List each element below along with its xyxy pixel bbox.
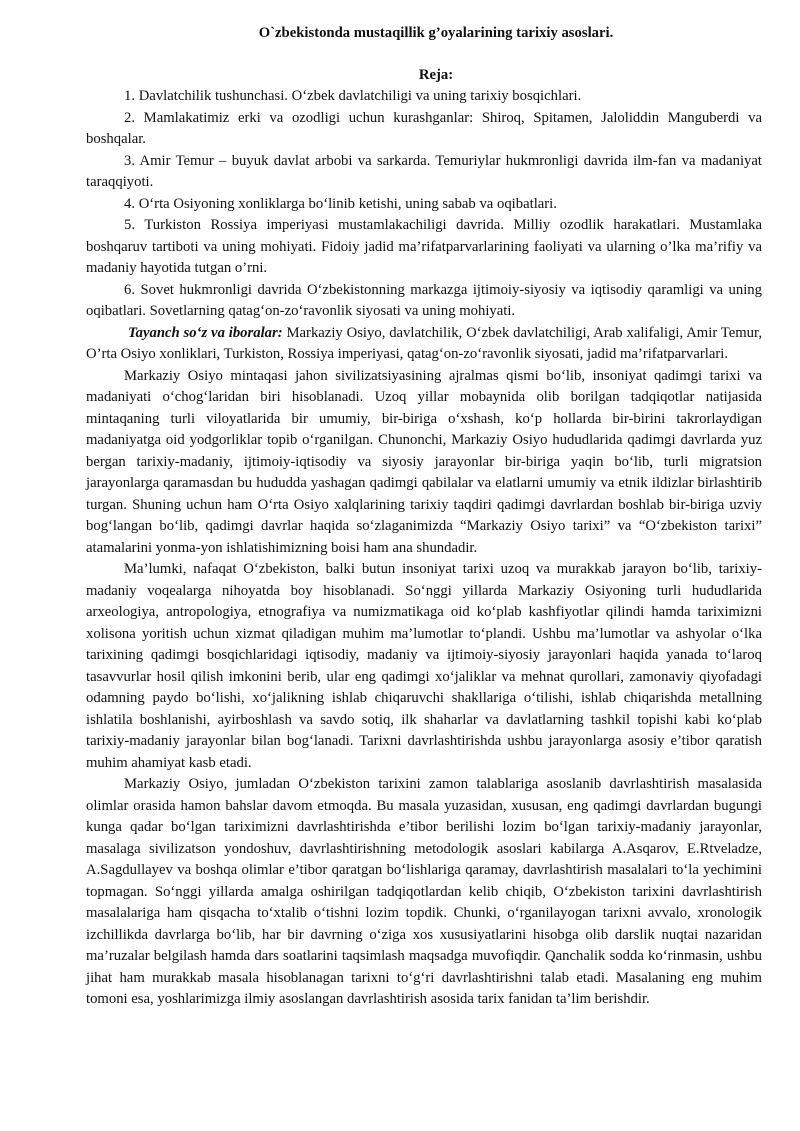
body-paragraph: Markaziy Osiyo mintaqasi jahon sivilizatsiyasining ajralmas qismi bo‘lib, insoniyat qadimgi tarixi va madaniyati o‘chog‘laridan biri hisoblanadi. Uzoq yillar mobaynida olib borilgan tadqiqotlar natijasida mintaqaning turli viloyatlarida bir umumiy, bir-biriga o‘xshash, ko‘p hollarda bir-birini takrorlaydigan madaniyatga oid yodgorliklar topib o‘rganilgan. Chunonchi, Markaziy Osiyo hududlarida qadimgi davrlarda yuz bergan tarixiy-madaniy, ijtimoiy-iqtisodiy va siyosiy jarayonlar bir-biriga yaqin bo‘lib, turli migratsion jarayonlarga qaramasdan bu hududda yashagan qadimgi qabilalar va elatlarni umumiy va etnik ildizlar birlashtirib turgan. Shuning uchun ham O‘rta Osiyo xalqlarining tarixiy taqdiri qadimgi davrlardan boshlab bir-biriga uzviy bog‘langan bo‘lib, qadimgi davrlar haqida so‘zlaganimizda “Markaziy Osiyo tarixi” va “O‘zbekiston tarixi” atamalarini yonma-yon ishlatishimizning boisi ham ana shundadir.	[86, 367, 762, 556]
plan-item: 1. Davlatchilik tushunchasi. O‘zbek davlatchiligi va uning tarixiy bosqichlari.	[124, 88, 582, 104]
document-title: O`zbekistonda mustaqillik g’oyalarining tarixiy asoslari.	[258, 25, 614, 41]
body-paragraph: Ma’lumki, nafaqat O‘zbekiston, balki butun insoniyat tarixi uzoq va murakkab jarayon bo‘lib, tarixiy-madaniy voqealarga nihoyatda boy hisoblanadi. So‘nggi yillarda Markaziy Osiyoning turli hududlarida arxeologiya, antropologiya, etnografiya va numizmatikaga oid ko‘plab kashfiyotlar qilindi hamda tariximizni xolisona yoritish uchun xizmat qiladigan muhim ma’lumotlar to‘plandi. Ushbu ma’lumotlar va ashyolar o‘lka tarixining qadimgi bosqichlaridagi iqtisodiy, madaniy va ijtimoiy-siyosiy jarayonlari haqida yanada to‘laroq tasavvurlar hosil qilish imkonini berib, ular eng qadimgi xo‘jaliklar va mehnat qurollari, zamonaviy qiyofadagi odamning paydo bo‘lishi, xo‘jalikning ishlab chiqaruvchi shakllariga o‘tilishi, ishlab chiqarishda metallning ishlatila boshlanishi, ayirboshlash va savdo sotiq, ilk shaharlar va davlatlarning tashkil topishi kabi ko‘plab tarixiy-madaniy jarayonlar bilan bog‘lanadi. Tarixni davrlashtirishda ushbu jarayonlarga asosiy e’tibor qaratish muhim ahamiyat kasb etadi.	[86, 561, 762, 771]
plan-item: 6. Sovet hukmronligi davrida O‘zbekistonning markazga ijtimoiy-siyosiy va iqtisodiy qaramligi va uning oqibatlari. Sovetlarning qatag‘on-zo‘ravonlik siyosati va uning mohiyati.	[86, 281, 762, 319]
plan-item: 3. Amir Temur – buyuk davlat arbobi va sarkarda. Temuriylar hukmronligi davrida ilm-fan va madaniyat taraqqiyoti.	[86, 152, 762, 190]
keywords-label: Tayanch so‘z va iboralar:	[128, 324, 283, 341]
plan-list	[86, 86, 762, 323]
keywords-text: Markaziy Osiyo, davlatchilik, O‘zbek davlatchiligi, Arab xalifaligi, Amir Temur, O’rta Osiyo xonliklari, Turkiston, Rossiya imperiyasi, qatag‘on-zo‘ravonlik siyosati, jadid ma’rifatparvarlari.	[86, 324, 762, 362]
plan-item: 2. Mamlakatimiz erki va ozodligi uchun kurashganlar: Shiroq, Spitamen, Jaloliddin Manguberdi va boshqalar.	[86, 109, 762, 147]
plan-item: 5. Turkiston Rossiya imperiyasi mustamlakachiligi davrida. Milliy ozodlik harakatlari. Mustamlaka boshqaruv tartiboti va uning mohiyati. Fidoiy jadid ma’rifatparvarlarining faoliyati va ularning o’lka ma’rifiy va madaniy hayotida tutgan o’rni.	[86, 217, 762, 276]
body-text	[86, 366, 762, 1011]
body-paragraph: Markaziy Osiyo, jumladan O‘zbekiston tarixini zamon talablariga asoslanib davrlashtirish masalasida olimlar orasida hamon bahslar davom etmoqda. Bu masala yuzasidan, xususan, eng qadimgi davrlardan bugungi kunga qadar bo‘lgan tariximizni davrlashtirishda e’tibor berilishi lozim bo‘lgan tarixiy-madaniy jarayonlar, masalaga sivilizatson yondoshuv, davrlashtirishning metodologik asoslari kabilarga A.Asqarov, E.Rtveladze, A.Sagdullayev va boshqa olimlar e’tibor qaratgan bo‘lishlariga qaramay, davrlashtirish masalalari to‘la yechimini topmagan. So‘nggi yillarda amalga oshirilgan tadqiqotlardan kelib chiqib, O‘zbekiston tarixini davrlashtirish masalalariga ham qisqacha to‘xtalib o‘tishni lozim topdik. Chunki, o‘rganilayogan tarixni avvalo, xronologik izchillikda davrlarga bo‘lib, har bir davrning o‘ziga xos xususiyatlarini hisobga olib darslik nuqtai nazaridan ma’ruzalar belgilash hamda dars soatlarini taqsimlash maqsadga muvofiqdir. Qanchalik sodda ko‘rinmasin, ushbu jihat ham murakkab masala hisoblanagan tarixni to‘g‘ri davrlashtirishni talab etadi. Masalaning eng muhim tomoni esa, yoshlarimizga ilmiy asoslangan davrlashtirish asosida tarix fanidan ta’lim berishdir.	[86, 776, 762, 1007]
keywords-paragraph	[86, 323, 762, 366]
plan-heading: Reja:	[418, 66, 454, 83]
keywords-block	[86, 323, 762, 366]
plan-item: 4. O‘rta Osiyoning xonliklarga bo‘linib ketishi, uning sabab va oqibatlari.	[124, 195, 557, 212]
